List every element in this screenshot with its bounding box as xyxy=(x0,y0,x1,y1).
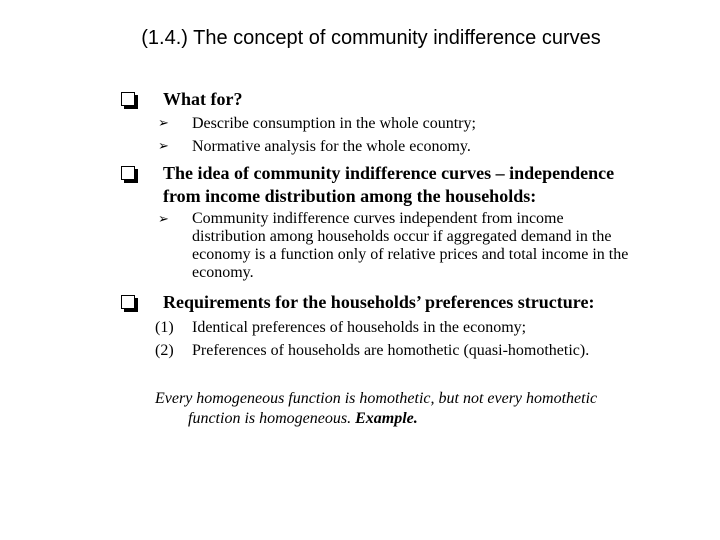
list-item: Describe consumption in the whole country; xyxy=(192,115,476,132)
paragraph-line: Community indifference curves independent from income xyxy=(192,210,564,227)
list-item: Identical preferences of households in the economy; xyxy=(192,319,527,336)
section-heading-idea-line1: The idea of community indifference curves – independence xyxy=(163,163,615,183)
paragraph-line: economy. xyxy=(192,264,254,281)
note-line2 xyxy=(188,409,418,429)
list-item-paragraph xyxy=(192,210,692,282)
arrow-bullet-icon: ➢ xyxy=(158,212,169,227)
paragraph-line: economy is a function only of relative prices and total income in the xyxy=(192,246,629,263)
slide-title: (1.4.) The concept of community indifference curves xyxy=(141,27,601,49)
section-heading-what-for: What for? xyxy=(163,89,243,109)
section-heading-requirements: Requirements for the households’ preferences structure: xyxy=(163,292,595,312)
note-line2-text: function is homogeneous. xyxy=(188,410,356,427)
q-bullet-icon xyxy=(121,295,138,312)
list-number: (2) xyxy=(155,342,174,359)
list-item: Normative analysis for the whole economy. xyxy=(192,138,471,155)
q-bullet-icon xyxy=(121,92,138,109)
note-line1: Every homogeneous function is homothetic, but not every homothetic xyxy=(155,390,598,407)
q-bullet-icon xyxy=(121,166,138,183)
note-example: Example. xyxy=(355,410,418,427)
arrow-bullet-icon: ➢ xyxy=(158,139,169,154)
list-item: Preferences of households are homothetic (quasi-homothetic). xyxy=(192,342,590,359)
paragraph-line: distribution among households occur if aggregated demand in the xyxy=(192,228,612,245)
section-heading-idea-line2: from income distribution among the households: xyxy=(163,186,537,206)
list-number: (1) xyxy=(155,319,174,336)
arrow-bullet-icon: ➢ xyxy=(158,116,169,131)
